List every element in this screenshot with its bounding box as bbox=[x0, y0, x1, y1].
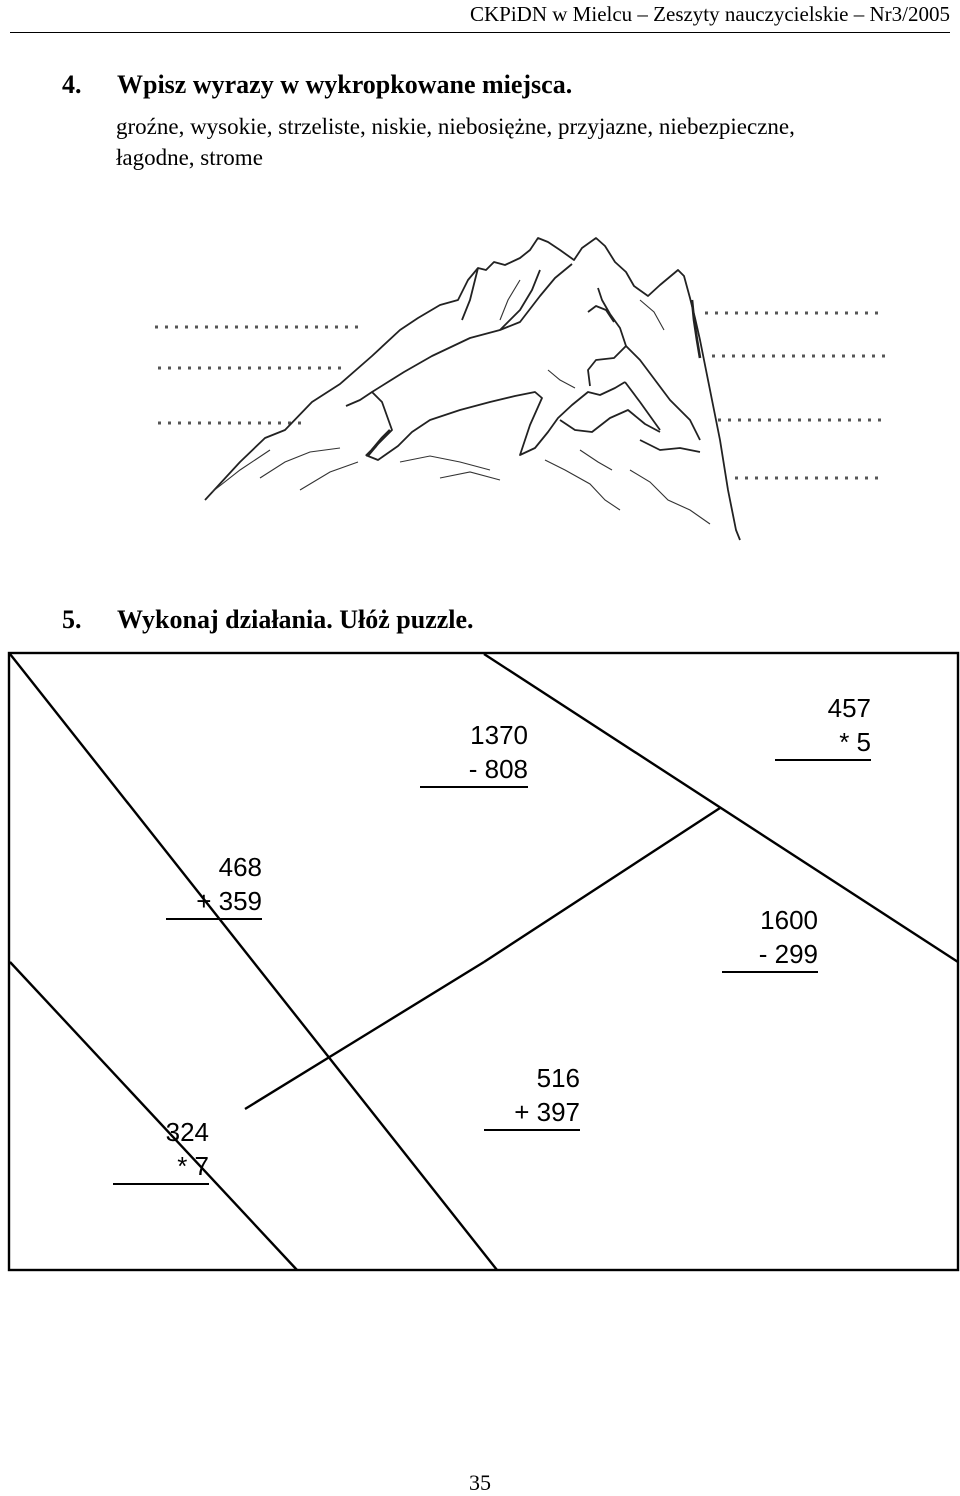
page-number: 35 bbox=[469, 1470, 491, 1495]
word-list-line-1: groźne, wysokie, strzeliste, niskie, niebosiężne, przyjazne, niebezpieczne, bbox=[116, 114, 795, 139]
operation-top-number: 1600 bbox=[760, 905, 818, 935]
operation-516-plus-397 bbox=[484, 1061, 580, 1131]
task-4-title: Wpisz wyrazy w wykropkowane miejsca. bbox=[117, 70, 573, 99]
operation-top-number: 468 bbox=[218, 852, 262, 882]
puzzle-cross-line-1 bbox=[484, 808, 720, 962]
operation-top-number: 457 bbox=[827, 693, 871, 723]
operation-bottom-number: + 359 bbox=[166, 884, 262, 920]
operation-top-number: 516 bbox=[536, 1063, 580, 1093]
header-text: CKPiDN w Mielcu – Zeszyty nauczycielskie – Nr3/2005 bbox=[470, 2, 950, 26]
operation-1600-minus-299 bbox=[722, 903, 818, 973]
task-5-number: 5. bbox=[62, 605, 82, 634]
task-4-number: 4. bbox=[62, 70, 82, 99]
word-list-line-2: łagodne, strome bbox=[116, 145, 263, 170]
operation-bottom-number: + 397 bbox=[484, 1095, 580, 1131]
operation-bottom-number: - 299 bbox=[722, 937, 818, 973]
task-5-title: Wykonaj działania. Ułóż puzzle. bbox=[117, 605, 474, 634]
operation-1370-minus-808 bbox=[420, 718, 528, 788]
operation-457-times-5 bbox=[775, 691, 871, 761]
operation-top-number: 324 bbox=[165, 1117, 209, 1147]
operation-bottom-number: * 7 bbox=[113, 1149, 209, 1185]
operation-top-number: 1370 bbox=[470, 720, 528, 750]
operation-324-times-7 bbox=[113, 1115, 209, 1185]
puzzle-cross-line-2 bbox=[245, 962, 484, 1109]
operation-bottom-number: - 808 bbox=[420, 752, 528, 788]
operation-468-plus-359 bbox=[166, 850, 262, 920]
operation-bottom-number: * 5 bbox=[775, 725, 871, 761]
